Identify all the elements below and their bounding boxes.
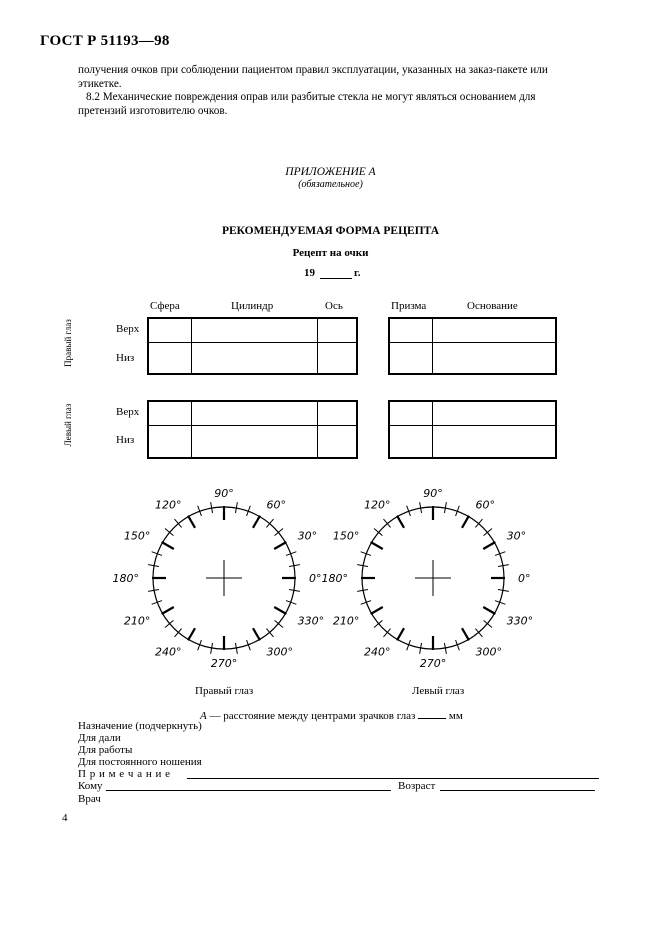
right-eye-dial [113,487,325,670]
cell-prism-bottom[interactable] [389,425,433,458]
year-blank[interactable] [320,278,352,279]
document-header: ГОСТ Р 51193—98 [40,33,170,49]
cell-prism-bottom[interactable] [389,342,433,374]
angle-label: 270° [210,657,238,670]
dial-tick [371,542,383,549]
angle-label: 180° [321,572,348,585]
age-label: Возраст [398,780,436,792]
angle-label: 150° [123,529,151,543]
angle-label: 240° [364,645,391,659]
dial-tick [462,516,469,528]
pd-line [200,709,463,722]
angle-label: 150° [332,529,360,543]
paragraph-continuation [78,64,600,91]
angle-label: 210° [332,614,360,628]
to-whom-label: Кому [78,780,103,792]
angle-label: 300° [266,645,293,659]
pd-text: — расстояние между центрами зрачков глаз [209,710,416,722]
note-field[interactable] [187,778,599,779]
left-eye-dial [322,487,534,670]
row-label-bottom: Низ [116,352,135,364]
cell-cylinder-top[interactable] [192,401,318,425]
cell-base-bottom[interactable] [433,342,557,374]
cell-sphere-top[interactable] [148,401,192,425]
right-eye-side-label: Правый глаз [63,319,73,367]
col-cylinder: Цилиндр [231,300,274,312]
angle-label: 120° [155,498,182,512]
dial-tick [274,607,286,614]
appendix-title: ПРИЛОЖЕНИЕ А [285,166,376,178]
left-eye-caption: Левый глаз [412,685,465,697]
dial-tick [274,542,286,549]
angle-label: 210° [123,614,151,628]
dial-tick [162,607,174,614]
angle-label: 60° [266,498,286,512]
dial-tick [371,607,383,614]
year-suffix: г. [354,267,361,279]
angle-label: 240° [155,645,182,659]
page-number: 4 [62,812,68,824]
left-eye-lens-table [147,400,358,459]
angle-label: 300° [475,645,502,659]
col-axis: Ось [325,300,343,312]
angle-label: 0° [518,572,531,585]
angle-label: 30° [297,529,318,543]
purpose-item-permanent[interactable]: Для постоянного ношения [78,756,202,768]
paragraph-line: претензий изготовителю очков. [78,104,228,117]
cell-cylinder-bottom[interactable] [192,425,318,458]
cell-cylinder-bottom[interactable] [192,342,318,374]
angle-label: 90° [214,487,234,500]
note-label: П р и м е ч а н и е [78,768,171,780]
form-title: РЕКОМЕНДУЕМАЯ ФОРМА РЕЦЕПТА [221,225,440,237]
dial-tick [253,628,260,640]
paragraph-line: получения очков при соблюдении пациентом правил эксплуатации, указанных на заказ-пакете или [78,64,548,76]
purpose-item-distance[interactable]: Для дали [78,732,121,744]
angle-label: 90° [423,487,443,500]
dial-tick [253,516,260,528]
dial-tick [188,628,195,640]
row-label-bottom: Низ [116,434,135,446]
angle-label: 330° [506,614,534,628]
dial-tick [397,628,404,640]
cell-prism-top[interactable] [389,401,433,425]
dial-tick [483,607,495,614]
cell-sphere-top[interactable] [148,318,192,342]
row-label-top: Верх [116,406,140,418]
dial-tick [162,542,174,549]
cell-axis-bottom[interactable] [318,342,358,374]
pd-unit: мм [448,710,463,722]
cell-sphere-bottom[interactable] [148,425,192,458]
angle-label: 30° [506,529,527,543]
dial-tick [188,516,195,528]
purpose-item-work[interactable]: Для работы [78,744,133,756]
left-eye-prism-table [388,400,557,459]
axis-diagrams [0,470,661,690]
cell-axis-bottom[interactable] [318,425,358,458]
year-prefix: 19 [304,267,315,279]
angle-label: 180° [112,572,139,585]
angle-label: 330° [297,614,325,628]
cell-base-top[interactable] [433,401,557,425]
row-label-top: Верх [116,323,140,335]
dial-tick [462,628,469,640]
col-sphere: Сфера [150,300,180,312]
cell-prism-top[interactable] [389,318,433,342]
angle-label: 270° [419,657,447,670]
appendix-subtitle: (обязательное) [298,179,363,190]
cell-base-top[interactable] [433,318,557,342]
col-prism: Призма [391,300,427,312]
cell-axis-top[interactable] [318,318,358,342]
dial-tick [397,516,404,528]
left-eye-side-label: Левый глаз [63,403,73,447]
purpose-heading: Назначение (подчеркнуть) [78,720,202,732]
col-base: Основание [467,300,518,312]
right-eye-prism-table [388,317,557,375]
angle-label: 120° [364,498,391,512]
right-eye-caption: Правый глаз [195,685,254,697]
pd-letter: А [200,710,207,722]
pd-blank[interactable] [418,709,446,719]
right-eye-lens-table [147,317,358,375]
paragraph-8-2 [78,91,600,118]
dial-tick [483,542,495,549]
cell-base-bottom[interactable] [433,425,557,458]
angle-label: 60° [475,498,495,512]
cell-cylinder-top[interactable] [192,318,318,342]
paragraph-line: 8.2 Механические повреждения оправ или разбитые стекла не могут являться основанием для [86,91,536,103]
cell-axis-top[interactable] [318,401,358,425]
to-whom-field[interactable] [106,790,391,791]
cell-sphere-bottom[interactable] [148,342,192,374]
form-subtitle: Рецепт на очки [292,247,369,259]
age-field[interactable] [440,790,595,791]
doctor-label: Врач [78,793,101,805]
angle-label: 0° [309,572,322,585]
paragraph-line: этикетке. [78,77,122,90]
